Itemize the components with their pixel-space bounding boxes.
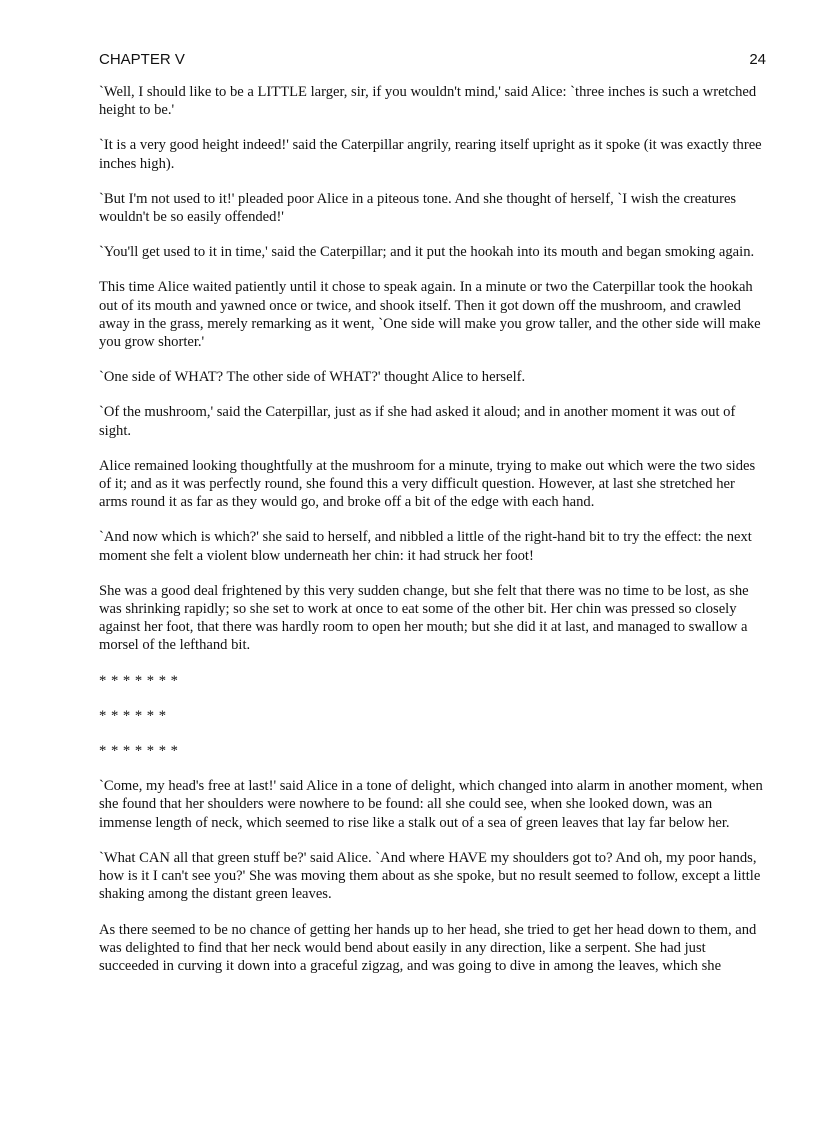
paragraph: `But I'm not used to it!' pleaded poor Alice in a piteous tone. And she thought of herself, `I wish the creatures wouldn't be so easily offended!': [99, 190, 737, 226]
paragraph: Alice remained looking thoughtfully at the mushroom for a minute, trying to make out which were the two sides of it; and as it was perfectly round, she found this a very difficult question. However, at last she stretched her arms round it as far as they would go, and broke off a bit of the edge with each hand.: [99, 457, 756, 511]
chapter-title: CHAPTER V: [99, 51, 185, 68]
body-text: [99, 83, 763, 992]
paragraph: `And now which is which?' she said to herself, and nibbled a little of the right-hand bit to try the effect: the next moment she felt a violent blow underneath her chin: it had struck her foot!: [99, 529, 752, 564]
section-break: * * * * * * *: [99, 672, 179, 689]
paragraph: `Well, I should like to be a LITTLE larger, sir, if you wouldn't mind,' said Alice: `three inches is such a wretched height to be.': [99, 84, 757, 119]
page-header: [99, 51, 766, 69]
paragraph: As there seemed to be no chance of getting her hands up to her head, she tried to get her head down to them, and was delighted to find that her neck would bend about easily in any direction, like a serpent. She had just succeeded in curving it down into a graceful zigzag, and was going to dive in among the leaves, which she: [99, 921, 757, 974]
paragraph: `It is a very good height indeed!' said the Caterpillar angrily, rearing itself upright as it spoke (it was exactly three inches high).: [99, 137, 762, 172]
paragraph: `Of the mushroom,' said the Caterpillar, just as if she had asked it aloud; and in another moment it was out of sight.: [99, 404, 736, 439]
section-break: * * * * * * *: [99, 743, 179, 760]
section-break: * * * * * *: [99, 707, 167, 724]
paragraph: `Come, my head's free at last!' said Alice in a tone of delight, which changed into alarm in another moment, when she found that her shoulders were nowhere to be found: all she could see, when she looked down, was an immense length of neck, which seemed to rise like a stalk out of a sea of green leaves that lay far below her.: [99, 778, 763, 831]
paragraph: This time Alice waited patiently until it chose to speak again. In a minute or two the Caterpillar took the hookah out of its mouth and yawned once or twice, and shook itself. Then it got down off the mushroom, and crawled away in the grass, merely remarking as it went, `One side will make you grow taller, and the other side will make you grow shorter.': [99, 279, 761, 351]
paragraph: She was a good deal frightened by this very sudden change, but she felt that there was no time to be lost, as she was shrinking rapidly; so she set to work at once to eat some of the other bit. Her chin was pressed so closely against her foot, that there was hardly room to open her mouth; but she did it at last, and managed to swallow a morsel of the lefthand bit.: [99, 582, 749, 654]
page-number: 24: [749, 51, 766, 68]
paragraph: `You'll get used to it in time,' said the Caterpillar; and it put the hookah into its mouth and began smoking again.: [99, 244, 755, 261]
paragraph: `What CAN all that green stuff be?' said Alice. `And where HAVE my shoulders got to? And oh, my poor hands, how is it I can't see you?' She was moving them about as she spoke, but no result seemed to follow, except a little shaking among the distant green leaves.: [99, 849, 761, 903]
paragraph: `One side of WHAT? The other side of WHAT?' thought Alice to herself.: [99, 369, 526, 386]
